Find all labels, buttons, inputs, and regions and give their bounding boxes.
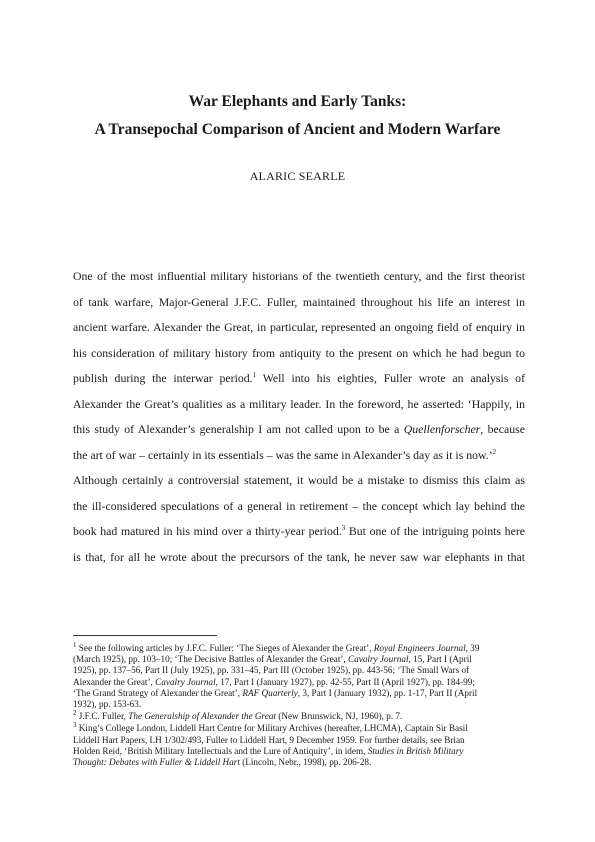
footnote-line — [73, 677, 525, 688]
italic-text: Studies in British Military — [367, 745, 464, 756]
text-segment: Holden Reid, ‘British Military Intellectuals and the Lure of Antiquity’, in idem, — [73, 745, 368, 756]
body-line — [73, 371, 525, 385]
text-segment: is that, for all he wrote about the precursors of the tank, he never saw war elephants in that — [73, 549, 525, 564]
text-segment: , 15, Part I (April — [408, 654, 472, 665]
text-segment: Although certainly a controversial statement, it would be a mistake to dismiss this claim as — [73, 473, 525, 487]
body-line — [73, 550, 525, 564]
text-segment: See the following articles by J.F.C. Fuller: ‘The Sieges of Alexander the Great’, — [76, 643, 374, 653]
text-segment: (New Brunswick, NJ, 1960), p. 7. — [275, 711, 403, 722]
footnote-line — [73, 711, 525, 722]
body-line — [73, 422, 525, 436]
footnote-marker: 2 — [73, 709, 77, 718]
footnote-line — [73, 665, 525, 676]
body-line — [73, 473, 525, 487]
text-segment: the ill-considered speculations of a general in retirement – the concept which lay behind the — [73, 498, 525, 513]
body-line — [73, 397, 525, 411]
paper-title-line-2: A Transepochal Comparison of Ancient and Modern Warfare — [94, 121, 501, 138]
footnote-separator — [73, 635, 217, 636]
footnote-marker: 1 — [252, 371, 257, 380]
text-segment: Alexander the Great’, — [73, 676, 156, 687]
body-line — [73, 269, 525, 283]
footnote — [73, 711, 525, 722]
footnote-line — [73, 640, 525, 654]
footnote-line — [73, 735, 525, 746]
body-line — [73, 346, 525, 360]
text-segment: Liddell Hart Papers, LH 1/302/493, Fuller to Liddell Hart, 9 December 1959. For further details, see Brian — [73, 734, 465, 745]
footnote-marker: 3 — [341, 524, 346, 533]
italic-text: Cavalry Journal — [348, 654, 409, 665]
italic-text: RAF Quarterly — [242, 687, 298, 698]
text-segment: , 39 — [465, 643, 480, 653]
paper-title-line-1: War Elephants and Early Tanks: — [188, 93, 407, 110]
text-segment: Well into his eighties, Fuller wrote an analysis of — [256, 371, 525, 385]
text-segment: the art of war – certainly in its essentials – was the same in Alexander’s day as it is now.’ — [73, 447, 493, 462]
text-segment: But one of the intriguing points here — [345, 524, 525, 538]
text-segment: of tank warfare, Major-General J.F.C. Fuller, maintained throughout his life an interest in — [73, 294, 525, 309]
text-segment: ‘The Grand Strategy of Alexander the Great’, — [73, 687, 243, 698]
text-segment: this study of Alexander’s generalship I am not called upon to be a — [73, 422, 404, 436]
footnote-line — [73, 688, 525, 699]
text-segment: King’s College London, Liddell Hart Centre for Military Archives (hereafter, LHCMA), Captain Sir Basil — [76, 723, 468, 734]
footnote-marker: 3 — [73, 721, 77, 730]
text-segment: One of the most influential military historians of the twentieth century, and the first theorist — [73, 269, 525, 283]
text-segment: publish during the interwar period. — [73, 371, 253, 385]
body-line — [73, 448, 525, 462]
footnote-line — [73, 723, 525, 734]
text-segment: 1925), pp. 137–56, Part II (July 1925), pp. 331–45, Part III (October 1925), pp. 443-56; ‘The Small Wars of — [73, 665, 470, 676]
italic-text: Royal Engineers Journal — [373, 643, 466, 653]
text-segment: his consideration of military history from antiquity to the present on which he had begun to — [73, 345, 525, 360]
text-segment: J.F.C. Fuller, — [76, 711, 129, 722]
italic-text: Thought: Debates with Fuller & Liddell Hart — [73, 757, 240, 767]
footnote-marker: 1 — [73, 640, 77, 649]
text-segment: (Lincoln, Nebr., 1998), pp. 206-28. — [239, 757, 372, 767]
footnote-marker: 2 — [492, 447, 497, 456]
body-line — [73, 499, 525, 513]
text-segment: , because — [480, 422, 525, 436]
italic-text: The Generalship of Alexander the Great — [128, 711, 276, 722]
body-line — [73, 524, 525, 538]
text-segment: , 17, Part I (January 1927), pp. 42-55, Part II (April 1927), pp. 184-99; — [215, 676, 475, 687]
text-segment: book had matured in his mind over a thirty-year period. — [73, 524, 342, 538]
body-line — [73, 295, 525, 309]
text-segment: ancient warfare. Alexander the Great, in particular, represented an ongoing field of enquiry in — [73, 320, 525, 334]
footnote-line — [73, 746, 525, 757]
footnote — [73, 723, 525, 768]
footnote — [73, 640, 525, 710]
italic-text: Quellenforscher — [403, 422, 481, 436]
text-segment: (March 1925), pp. 103–10; ‘The Decisive Battles of Alexander the Great’, — [73, 654, 349, 665]
footnote-line — [73, 699, 525, 710]
body-line — [73, 320, 525, 334]
footnote-line — [73, 757, 525, 768]
footnote-line — [73, 654, 525, 665]
text-segment: 1932), pp. 153-63. — [73, 699, 142, 710]
author-name: ALARIC SEARLE — [249, 169, 346, 183]
italic-text: Cavalry Journal — [155, 676, 216, 687]
text-segment: Alexander the Great’s qualities as a military leader. In the foreword, he asserted: ‘Happily, in — [73, 396, 525, 411]
text-segment: , 3, Part I (January 1932), pp. 1-17, Part II (April — [297, 687, 478, 698]
